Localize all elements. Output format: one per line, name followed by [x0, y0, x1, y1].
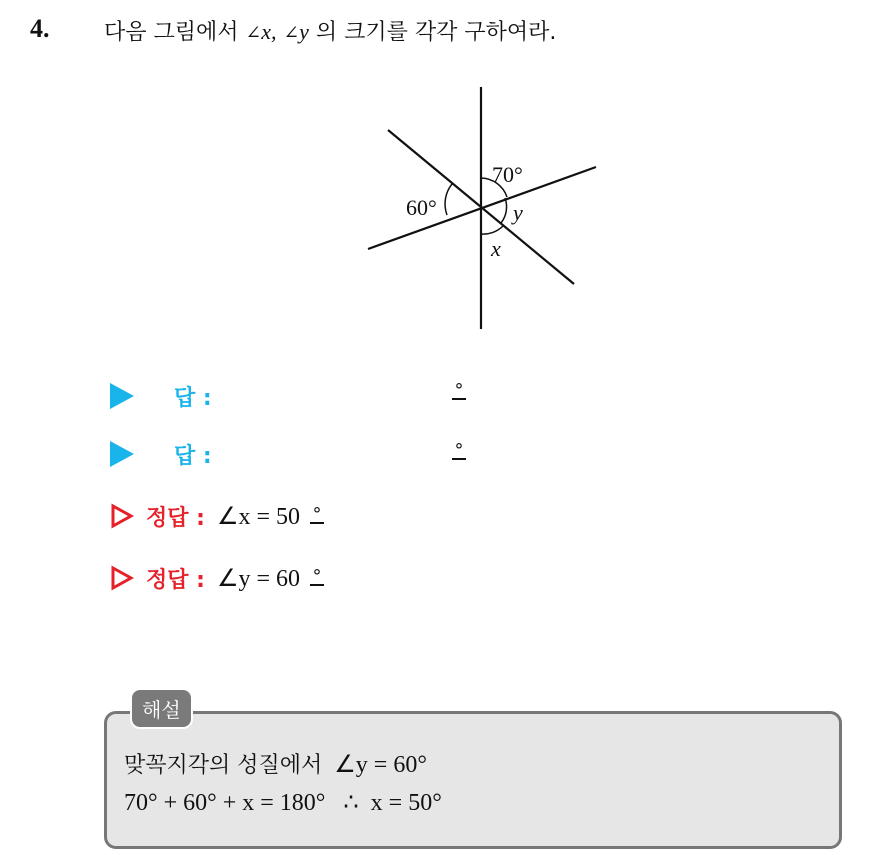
- answer-row-2: [110, 436, 212, 472]
- answer-label: 답 :: [174, 443, 212, 469]
- label-y: y: [513, 200, 523, 225]
- answer-degree-slot-1[interactable]: °: [452, 384, 466, 400]
- correct-expression: ∠y = 60: [216, 565, 301, 592]
- angle-x-ref: ∠x,: [245, 19, 277, 44]
- correct-expression: ∠x = 50: [216, 503, 301, 530]
- correct-label: 정답 :: [146, 567, 205, 593]
- explanation-box: [104, 711, 842, 849]
- arc-60: [445, 184, 452, 215]
- answer-label: 답 :: [174, 385, 212, 411]
- arc-x: [481, 226, 503, 234]
- play-triangle-icon: [110, 441, 134, 467]
- question-text-suffix: 의 크기를 각각 구하여라.: [315, 20, 557, 45]
- answer-row-1: [110, 378, 212, 414]
- correct-degree: °: [310, 508, 324, 524]
- label-60: 60°: [406, 195, 437, 220]
- question-text-prefix: 다음 그림에서: [104, 20, 239, 45]
- correct-degree: °: [310, 570, 324, 586]
- outline-triangle-icon: [110, 503, 134, 529]
- outline-triangle-icon: [110, 565, 134, 591]
- explanation-line-1-math: ∠y = 60°: [334, 752, 427, 778]
- question-text: [104, 15, 556, 46]
- label-x: x: [491, 236, 501, 261]
- angle-figure: [360, 82, 610, 332]
- play-triangle-icon: [110, 383, 134, 409]
- answer-degree-slot-2[interactable]: °: [452, 444, 466, 460]
- correct-row-1: [110, 498, 324, 534]
- label-70: 70°: [492, 162, 523, 187]
- explanation-line-1-text: 맞꼭지각의 성질에서: [124, 753, 323, 778]
- correct-label: 정답 :: [146, 505, 205, 531]
- explanation-line-1: [124, 748, 427, 779]
- explanation-tab: 해설: [130, 688, 193, 729]
- question-number: 4.: [30, 14, 50, 43]
- explanation-line-2: 70° + 60° + x = 180° ∴ x = 50°: [124, 790, 442, 816]
- angle-y-ref: ∠y: [283, 19, 309, 44]
- correct-row-2: [110, 560, 324, 596]
